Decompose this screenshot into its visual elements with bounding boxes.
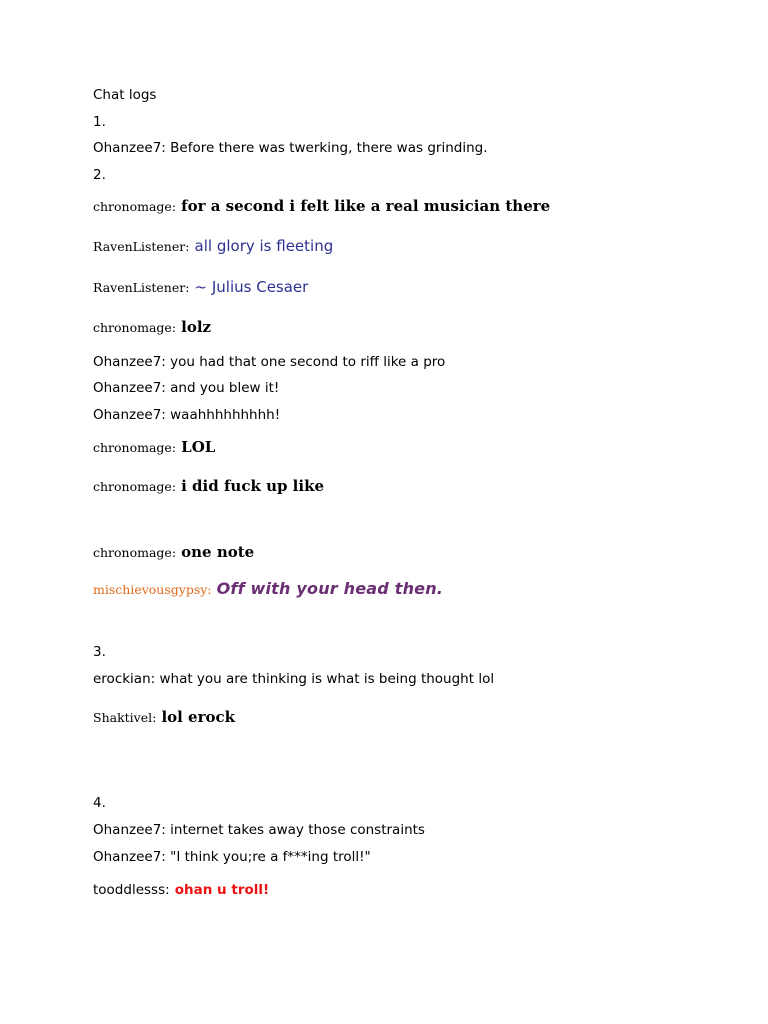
chat-username: RavenListener: [93, 239, 190, 254]
chat-line [93, 879, 269, 898]
chat-message: one note [181, 543, 255, 561]
chat-line: erockian: what you are thinking is what is being thought lol [93, 671, 495, 687]
chat-username: chronomage: [93, 545, 177, 560]
chat-message: all glory is fleeting [194, 237, 334, 255]
section-number-1: 1. [93, 114, 106, 130]
chat-line [93, 579, 443, 598]
chat-message: for a second i felt like a real musician there [181, 197, 551, 215]
chat-username: tooddlesss: [93, 882, 170, 898]
chat-username: RavenListener: [93, 280, 190, 295]
chat-username: mischievousgypsy: [93, 582, 212, 597]
chat-line: Ohanzee7: Before there was twerking, there was grinding. [93, 140, 488, 156]
chat-line: Ohanzee7: "I think you;re a f***ing troll!" [93, 849, 371, 865]
chat-line [93, 542, 254, 561]
chat-line [93, 707, 235, 726]
chat-username: chronomage: [93, 440, 177, 455]
chat-username: chronomage: [93, 320, 177, 335]
chat-line: Ohanzee7: you had that one second to riff like a pro [93, 354, 446, 370]
chat-username: chronomage: [93, 479, 177, 494]
section-number-3: 3. [93, 644, 106, 660]
chat-line: Ohanzee7: waahhhhhhhhh! [93, 407, 281, 423]
chat-message: lolz [181, 318, 212, 336]
chat-username: Shaktivel: [93, 710, 157, 725]
chat-line: Ohanzee7: internet takes away those constraints [93, 822, 425, 838]
chat-line [93, 476, 324, 495]
section-number-4: 4. [93, 795, 106, 811]
chat-line: Ohanzee7: and you blew it! [93, 380, 280, 396]
chat-line [93, 196, 550, 215]
chat-message: ~ Julius Cesaer [194, 278, 309, 296]
chat-line [93, 317, 211, 336]
chat-message: i did fuck up like [181, 477, 325, 495]
chat-message: LOL [181, 438, 216, 456]
chat-username: chronomage: [93, 199, 177, 214]
chat-message: ohan u troll! [174, 882, 270, 898]
chat-line [93, 277, 308, 296]
section-number-2: 2. [93, 167, 106, 183]
chat-message: lol erock [161, 708, 236, 726]
document-title: Chat logs [93, 87, 157, 103]
chat-line [93, 437, 215, 456]
chat-message: Off with your head then. [216, 579, 444, 598]
chat-line [93, 236, 333, 255]
